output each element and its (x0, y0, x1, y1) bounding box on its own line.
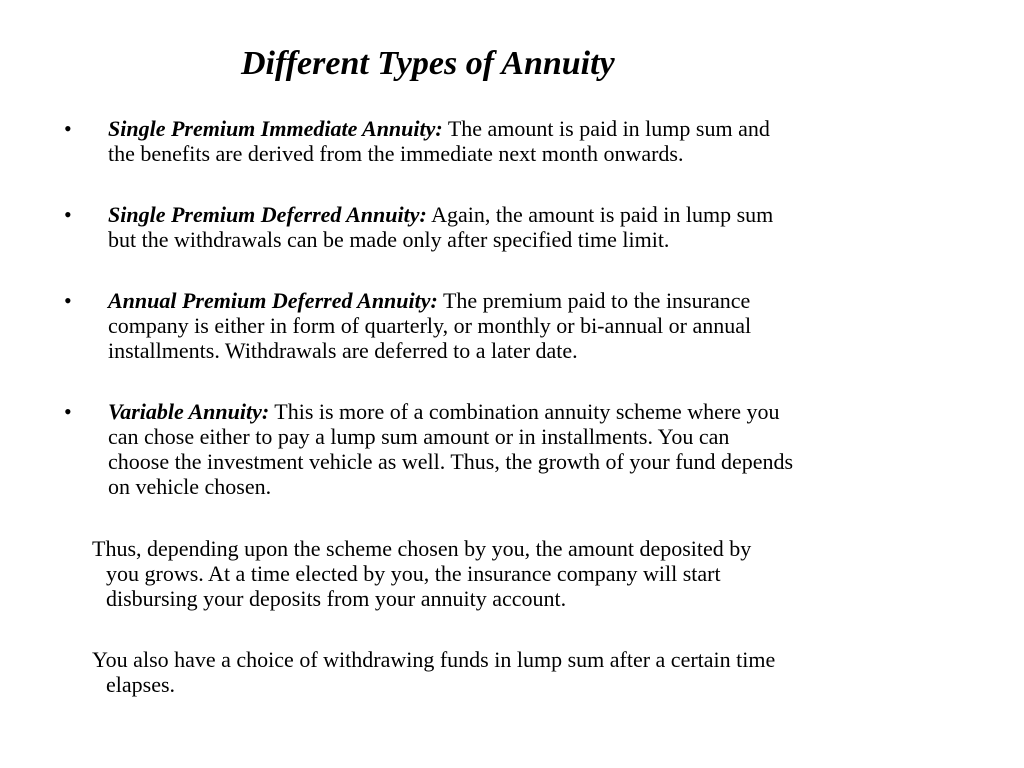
list-item-text (108, 399, 948, 499)
bullet-icon: • (64, 288, 72, 313)
annuity-term: Annual Premium Deferred Annuity: (108, 288, 438, 313)
bullet-icon: • (64, 116, 72, 141)
bullet-icon: • (64, 202, 72, 227)
paragraph-line: You also have a choice of withdrawing funds in lump sum after a certain time (92, 647, 776, 672)
annuity-description: company is either in form of quarterly, or monthly or bi-annual or annual (108, 313, 752, 338)
paragraph-line: you grows. At a time elected by you, the insurance company will start (106, 561, 721, 586)
annuity-description: installments. Withdrawals are deferred to a later date. (108, 338, 578, 363)
annuity-description: The amount is paid in lump sum and (442, 116, 770, 141)
list-item-text (108, 116, 948, 166)
bullet-icon: • (64, 399, 72, 424)
list-item-text (108, 202, 948, 252)
annuity-description: The premium paid to the insurance (437, 288, 751, 313)
paragraph-line: elapses. (106, 672, 176, 697)
slide-title: Different Types of Annuity (241, 45, 615, 82)
paragraph-line: disbursing your deposits from your annuity account. (106, 586, 567, 611)
annuity-description: can chose either to pay a lump sum amount or in installments. You can (108, 424, 730, 449)
list-item-text (108, 288, 948, 363)
annuity-description: choose the investment vehicle as well. Thus, the growth of your fund depends (108, 449, 794, 474)
annuity-term: Variable Annuity: (108, 399, 270, 424)
annuity-term: Single Premium Deferred Annuity: (108, 202, 427, 227)
annuity-description: Again, the amount is paid in lump sum (426, 202, 774, 227)
annuity-description: the benefits are derived from the immediate next month onwards. (108, 141, 684, 166)
paragraph-line: Thus, depending upon the scheme chosen by you, the amount deposited by (92, 536, 752, 561)
annuity-description: This is more of a combination annuity scheme where you (269, 399, 780, 424)
annuity-description: on vehicle chosen. (108, 474, 272, 499)
annuity-description: but the withdrawals can be made only after specified time limit. (108, 227, 670, 252)
withdrawal-paragraph (92, 647, 952, 697)
annuity-term: Single Premium Immediate Annuity: (108, 116, 443, 141)
summary-paragraph (92, 536, 952, 611)
